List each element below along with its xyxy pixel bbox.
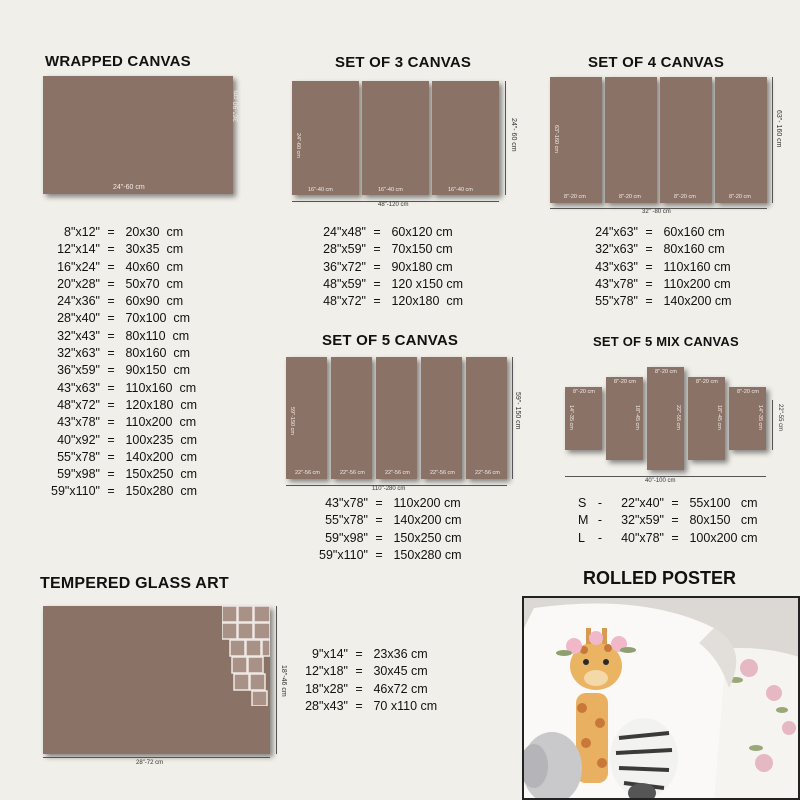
set5mix-panel-4-width: 8"-20 cm	[696, 379, 718, 385]
size-cm: 110x160 cm	[660, 259, 731, 274]
size-cm: 50x70 cm	[122, 276, 184, 291]
set4-panel-4	[715, 77, 767, 203]
set5mix-panel-2	[606, 377, 643, 460]
size-inches: 36"x59"	[57, 363, 100, 378]
size-inches: 24"x63"	[595, 225, 638, 239]
set3-panel-3-label: 16"-40 cm	[448, 187, 473, 193]
size-cm: 80x160 cm	[660, 242, 725, 257]
equals-sign: =	[107, 294, 115, 309]
size-cm: 150x250 cm	[122, 467, 198, 482]
equals-sign: =	[107, 242, 115, 257]
set5-title: SET OF 5 CANVAS	[322, 332, 459, 349]
set5mix-panel-3-width: 8"-20 cm	[655, 369, 677, 375]
equals-sign: =	[375, 496, 383, 510]
set5-panel-height-label: 59"-150 cm	[289, 407, 295, 435]
set5-panel-5-label: 22"-56 cm	[475, 470, 500, 476]
glass-sizes-list	[300, 646, 437, 715]
size-row	[48, 397, 197, 414]
equals-sign: =	[373, 242, 381, 257]
size-cm: 30x45 cm	[370, 664, 428, 679]
size-letter: L	[578, 530, 585, 545]
set3-total-height: 24"- 60 cm	[510, 118, 517, 152]
size-row	[318, 547, 462, 564]
set3-height-line	[505, 81, 506, 195]
size-row	[48, 241, 197, 258]
size-row	[48, 483, 197, 500]
size-inches: 28"x40"	[57, 311, 100, 326]
set5mix-panel-5	[729, 387, 766, 450]
equals-sign: =	[107, 380, 115, 395]
equals-sign: =	[107, 346, 115, 361]
size-row	[48, 466, 197, 483]
set5-sizes-list	[318, 495, 462, 564]
size-letter: S	[578, 496, 587, 510]
size-cm: 100x235 cm	[122, 432, 198, 447]
equals-sign: =	[355, 647, 363, 661]
wrapped-canvas-title: WRAPPED CANVAS	[45, 53, 191, 70]
set3-panel-3	[432, 81, 499, 195]
set5-panel-3-label: 22"-56 cm	[385, 470, 410, 476]
size-cm: 60x90 cm	[122, 294, 184, 309]
equals-sign: =	[355, 664, 363, 679]
size-cm: 70x100 cm	[122, 311, 191, 326]
size-cm: 23x36 cm	[370, 647, 428, 661]
size-inches: 48"x72"	[57, 397, 100, 412]
size-row	[48, 224, 197, 241]
size-cm: 140x200 cm	[122, 449, 198, 464]
poster-title: ROLLED POSTER	[583, 568, 737, 588]
set3-panel-1-label: 16"-40 cm	[308, 187, 333, 193]
equals-sign: =	[107, 363, 115, 378]
set5-panel-2	[331, 357, 372, 479]
set4-panel-3	[660, 77, 712, 203]
glass-title: TEMPERED GLASS ART	[40, 575, 229, 592]
size-inches: 48"x59"	[323, 276, 366, 291]
size-cm: 40x60 cm	[122, 259, 184, 274]
equals-sign: =	[645, 225, 653, 239]
size-row	[590, 224, 732, 241]
size-row	[300, 681, 437, 698]
set5-panel-4	[421, 357, 462, 479]
size-row	[318, 276, 463, 293]
size-inches: 55"x78"	[595, 294, 638, 309]
size-row	[48, 293, 197, 310]
size-inches: 22"x40"	[621, 496, 664, 510]
set5mix-panel-4-height: 18"-45 cm	[716, 405, 722, 430]
set5-panel-1	[286, 357, 327, 479]
size-row	[48, 276, 197, 293]
set5-panel-5	[466, 357, 507, 479]
set5-panel-1-label: 22"-56 cm	[295, 470, 320, 476]
set4-panel-3-label: 8"-20 cm	[674, 194, 696, 200]
equals-sign: =	[107, 225, 115, 239]
size-cm: 55x100 cm	[686, 496, 758, 510]
set3-panel-height-label: 24"-60 cm	[295, 133, 301, 158]
size-inches: 40"x78"	[621, 530, 664, 545]
size-cm: 46x72 cm	[370, 681, 428, 696]
size-inches: 59"x98"	[325, 530, 368, 545]
size-inches: 28"x59"	[323, 242, 366, 257]
size-row	[318, 530, 462, 547]
size-row	[48, 310, 197, 327]
set5mix-panel-5-height: 14"-35 cm	[757, 405, 763, 430]
size-cm: 110x200 cm	[660, 276, 731, 291]
size-inches: 55"x78"	[57, 449, 100, 464]
size-inches: 24"x36"	[57, 294, 100, 309]
size-cm: 60x160 cm	[660, 225, 725, 239]
size-inches: 55"x78"	[325, 513, 368, 528]
size-inches: 18"x28"	[305, 681, 348, 696]
equals-sign: =	[645, 259, 653, 274]
equals-sign: =	[373, 225, 381, 239]
equals-sign: =	[373, 294, 381, 309]
equals-sign: =	[107, 328, 115, 343]
size-inches: 59"x110"	[51, 484, 100, 499]
size-cm: 150x280 cm	[390, 547, 462, 562]
dash: -	[597, 496, 603, 510]
size-inches: 59"x110"	[319, 547, 368, 562]
glass-height-label: 18"-46 cm	[280, 665, 287, 697]
size-row	[300, 698, 437, 715]
set3-panel-2	[362, 81, 429, 195]
equals-sign: =	[107, 415, 115, 430]
size-inches: 16"x24"	[57, 259, 100, 274]
set4-total-width: 32" -80 cm	[642, 209, 671, 215]
equals-sign: =	[375, 547, 383, 562]
size-inches: 9"x14"	[312, 647, 348, 661]
size-row	[48, 345, 197, 362]
set5mix-width-line	[565, 476, 766, 477]
size-cm: 70 x110 cm	[370, 698, 438, 713]
equals-sign: =	[355, 698, 363, 713]
size-row	[578, 530, 758, 547]
size-inches: 40"x92"	[57, 432, 100, 447]
equals-sign: =	[107, 259, 115, 274]
glass-panel	[43, 606, 270, 754]
set4-height-line	[772, 77, 773, 203]
equals-sign: =	[107, 467, 115, 482]
size-row	[300, 646, 437, 663]
set5mix-panel-1-width: 8"-20 cm	[573, 389, 595, 395]
rolled-poster-illustration	[524, 598, 800, 800]
equals-sign: =	[355, 681, 363, 696]
rolled-poster-image	[522, 596, 800, 800]
size-inches: 43"x78"	[325, 496, 368, 510]
wrapped-canvas-panel	[43, 76, 240, 194]
set3-title: SET OF 3 CANVAS	[335, 54, 472, 71]
set4-panel-4-label: 8"-20 cm	[729, 194, 751, 200]
set3-sizes-list	[318, 224, 463, 310]
set5-total-width: 110"-280 cm	[372, 486, 406, 492]
size-inches: 12"x18"	[305, 664, 348, 679]
glass-width-line	[43, 757, 270, 758]
size-row	[48, 259, 197, 276]
size-row	[48, 432, 197, 449]
set5-panel-3	[376, 357, 417, 479]
size-row	[318, 241, 463, 258]
set5mix-title: SET OF 5 MIX CANVAS	[593, 334, 739, 349]
equals-sign: =	[375, 530, 383, 545]
set5mix-height-line	[772, 400, 773, 450]
wrapped-sizes-list	[48, 224, 197, 501]
set4-panel-2-label: 8"-20 cm	[619, 194, 641, 200]
size-cm: 90x150 cm	[122, 363, 191, 378]
size-cm: 110x200 cm	[390, 496, 461, 510]
size-cm: 110x160 cm	[122, 380, 197, 395]
equals-sign: =	[107, 432, 115, 447]
size-cm: 110x200 cm	[122, 415, 197, 430]
set5mix-panel-3	[647, 367, 684, 470]
size-row	[318, 293, 463, 310]
size-row	[590, 276, 732, 293]
size-inches: 32"x43"	[57, 328, 100, 343]
size-inches: 43"x78"	[57, 415, 100, 430]
set4-panel-2	[605, 77, 657, 203]
set3-total-width: 48"-120 cm	[378, 202, 409, 208]
size-inches: 28"x43"	[305, 698, 348, 713]
size-cm: 70x150 cm	[388, 242, 453, 257]
set5mix-total-width: 40"-100 cm	[645, 478, 676, 484]
equals-sign: =	[107, 397, 115, 412]
size-cm: 100x200 cm	[686, 530, 758, 545]
size-cm: 150x250 cm	[390, 530, 462, 545]
size-row	[578, 495, 758, 512]
size-row	[48, 449, 197, 466]
wrapped-width-label: 24"-60 cm	[113, 184, 145, 191]
size-row	[48, 328, 197, 345]
equals-sign: =	[107, 311, 115, 326]
glass-reflection-icon	[222, 606, 270, 706]
size-row	[590, 259, 732, 276]
size-cm: 20x30 cm	[122, 225, 184, 239]
size-row	[48, 362, 197, 379]
size-cm: 120 x150 cm	[388, 276, 464, 291]
equals-sign: =	[645, 294, 653, 309]
size-inches: 32"x63"	[57, 346, 100, 361]
set4-total-height: 63"- 160 cm	[775, 110, 782, 148]
size-row	[300, 663, 437, 680]
set5mix-panel-5-width: 8"-20 cm	[737, 389, 759, 395]
wrapped-height-label: 36"-90 cm	[233, 90, 240, 122]
size-inches: 24"x48"	[323, 225, 366, 239]
size-cm: 150x280 cm	[122, 484, 198, 499]
set5mix-total-height: 22"-55 cm	[777, 404, 783, 432]
size-inches: 43"x63"	[595, 259, 638, 274]
size-cm: 80x160 cm	[122, 346, 191, 361]
set5-panel-2-label: 22"-56 cm	[340, 470, 365, 476]
set5-height-line	[512, 357, 513, 479]
set5-total-height: 59"- 150 cm	[514, 392, 521, 430]
glass-width-label: 28"-72 cm	[136, 760, 164, 766]
size-cm: 80x150 cm	[686, 513, 758, 528]
equals-sign: =	[645, 276, 653, 291]
equals-sign: =	[645, 242, 653, 257]
equals-sign: =	[107, 449, 115, 464]
dash: -	[597, 513, 603, 528]
size-inches: 43"x63"	[57, 380, 100, 395]
size-row	[590, 241, 732, 258]
equals-sign: =	[671, 513, 679, 528]
set4-title: SET OF 4 CANVAS	[588, 54, 725, 71]
size-row	[578, 512, 758, 529]
size-inches: 43"x78"	[595, 276, 638, 291]
equals-sign: =	[107, 276, 115, 291]
glass-height-line	[276, 606, 277, 754]
size-cm: 80x110 cm	[122, 328, 190, 343]
size-inches: 32"x59"	[621, 513, 664, 528]
size-inches: 36"x72"	[323, 259, 366, 274]
set3-panel-2-label: 16"-40 cm	[378, 187, 403, 193]
equals-sign: =	[107, 484, 115, 499]
size-inches: 8"x12"	[64, 225, 100, 239]
size-inches: 59"x98"	[57, 467, 100, 482]
set5mix-panel-2-width: 8"-20 cm	[614, 379, 636, 385]
size-row	[48, 380, 197, 397]
size-inches: 32"x63"	[595, 242, 638, 257]
size-cm: 140x200 cm	[390, 513, 462, 528]
size-row	[318, 259, 463, 276]
size-inches: 12"x14"	[57, 242, 100, 257]
set5mix-panel-4	[688, 377, 725, 460]
equals-sign: =	[373, 276, 381, 291]
set4-panel-1	[550, 77, 602, 203]
set4-panel-1-label: 8"-20 cm	[564, 194, 586, 200]
equals-sign: =	[671, 530, 679, 545]
size-cm: 90x180 cm	[388, 259, 453, 274]
set5mix-sizes-list	[578, 495, 758, 547]
size-inches: 48"x72"	[323, 294, 366, 309]
set4-sizes-list	[590, 224, 732, 310]
size-cm: 120x180 cm	[388, 294, 464, 309]
size-cm: 120x180 cm	[122, 397, 198, 412]
size-cm: 60x120 cm	[388, 225, 453, 239]
set4-panel-height-label: 63"-160 cm	[553, 125, 559, 153]
size-row	[318, 495, 462, 512]
size-row	[48, 414, 197, 431]
set5mix-panel-2-height: 18"-45 cm	[634, 405, 640, 430]
set3-panel-1	[292, 81, 359, 195]
size-letter: M	[578, 513, 589, 528]
size-cm: 30x35 cm	[122, 242, 184, 257]
size-row	[590, 293, 732, 310]
set5mix-panel-1	[565, 387, 602, 450]
set5-panel-4-label: 22"-56 cm	[430, 470, 455, 476]
size-row	[318, 224, 463, 241]
size-cm: 140x200 cm	[660, 294, 732, 309]
size-inches: 20"x28"	[57, 276, 100, 291]
equals-sign: =	[671, 496, 679, 510]
equals-sign: =	[375, 513, 383, 528]
dash: -	[597, 530, 603, 545]
set5mix-panel-3-height: 22"-55 cm	[675, 405, 681, 430]
equals-sign: =	[373, 259, 381, 274]
set5mix-panel-1-height: 14"-35 cm	[568, 405, 574, 430]
size-row	[318, 512, 462, 529]
